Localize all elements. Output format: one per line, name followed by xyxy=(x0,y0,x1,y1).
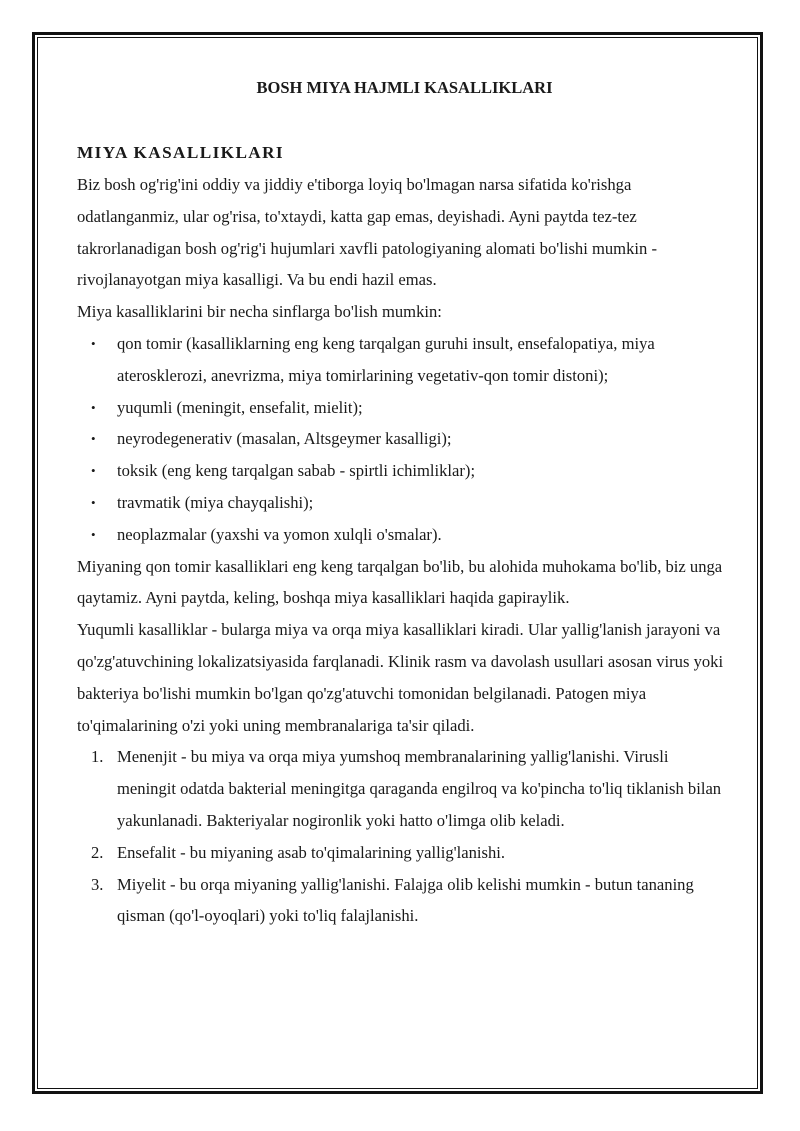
item-number: 2. xyxy=(91,842,104,862)
numbered-item: 2. Ensefalit - bu miyaning asab to'qimalarining yallig'lanishi. xyxy=(117,837,727,869)
list-item: • qon tomir (kasalliklarning eng keng tarqalgan guruhi insult, ensefalopatiya, miya aterosklerozi, anevrizma, miya tomirlarining vegetativ-qon tomir distoni); xyxy=(117,328,727,392)
classes-intro: Miya kasalliklarini bir necha sinflarga bo'lish mumkin: xyxy=(77,302,442,322)
intro-paragraph: Biz bosh og'rig'ini oddiy va jiddiy e'tiborga loyiq bo'lmagan narsa sifatida ko'rishga odatlanganmiz, ular og'risa, to'xtaydi, katta gap emas, deyishadi. Ayni paytda tez-tez takrorlanadigan bosh og'rig'i hujumlari xavfli patologiyaning alomati bo'lishi mumkin - rivojlanayotgan miya kasalligi. Va bu endi hazil emas. xyxy=(77,175,657,290)
document-title: BOSH MIYA HAJMLI KASALLIKLARI xyxy=(256,78,553,97)
bullet-icon: • xyxy=(91,463,96,479)
bullet-icon: • xyxy=(91,494,96,510)
list-item: • yuqumli (meningit, ensefalit, mielit); xyxy=(117,392,727,424)
list-item: • neyrodegenerativ (masalan, Altsgeymer kasalligi); xyxy=(117,423,727,455)
bullet-icon: • xyxy=(91,526,96,542)
vascular-paragraph: Miyaning qon tomir kasalliklari eng keng tarqalgan bo'lib, bu alohida muhokama bo'lib, biz unga qaytamiz. Ayni paytda, keling, boshqa miya kasalliklari haqida gapiraylik. xyxy=(77,556,723,608)
infectious-paragraph: Yuqumli kasalliklar - bularga miya va orqa miya kasalliklari kiradi. Ular yallig'lanish jarayoni va qo'zg'atuvchining lokalizatsiyasida farqlanadi. Klinik rasm va davolash usullari asosan virus yoki bakteriya bo'lishi mumkin bo'lgan qo'zg'atuvchi tomonidan belgilanadi. Patogen miya to'qimalarining o'zi yoki uning membranalariga ta'sir qiladi. xyxy=(77,620,724,735)
numbered-item: 3. Miyelit - bu orqa miyaning yallig'lanishi. Falajga olib kelishi mumkin - butun tananing qisman (qo'l-oyoqlari) yoki to'liq falajlanishi. xyxy=(117,869,727,933)
section-heading: MIYA KASALLIKLARI xyxy=(77,143,285,162)
bullet-icon: • xyxy=(91,335,96,351)
bullet-icon: • xyxy=(91,431,96,447)
disease-class-list xyxy=(77,328,727,551)
item-number: 1. xyxy=(91,747,104,767)
list-item: • neoplazmalar (yaxshi va yomon xulqli o'smalar). xyxy=(117,519,727,551)
item-number: 3. xyxy=(91,874,104,894)
numbered-item: 1. Menenjit - bu miya va orqa miya yumshoq membranalarining yallig'lanishi. Virusli meningit odatda bakterial meningitga qaraganda engilroq va ko'pincha to'liq tiklanish bilan yakunlanadi. Bakteriyalar nogironlik yoki hatto o'limga olib keladi. xyxy=(117,741,727,836)
list-item: • travmatik (miya chayqalishi); xyxy=(117,487,727,519)
bullet-icon: • xyxy=(91,399,96,415)
document-body xyxy=(77,72,727,932)
list-item: • toksik (eng keng tarqalgan sabab - spirtli ichimliklar); xyxy=(117,455,727,487)
infection-types-list xyxy=(77,741,727,932)
